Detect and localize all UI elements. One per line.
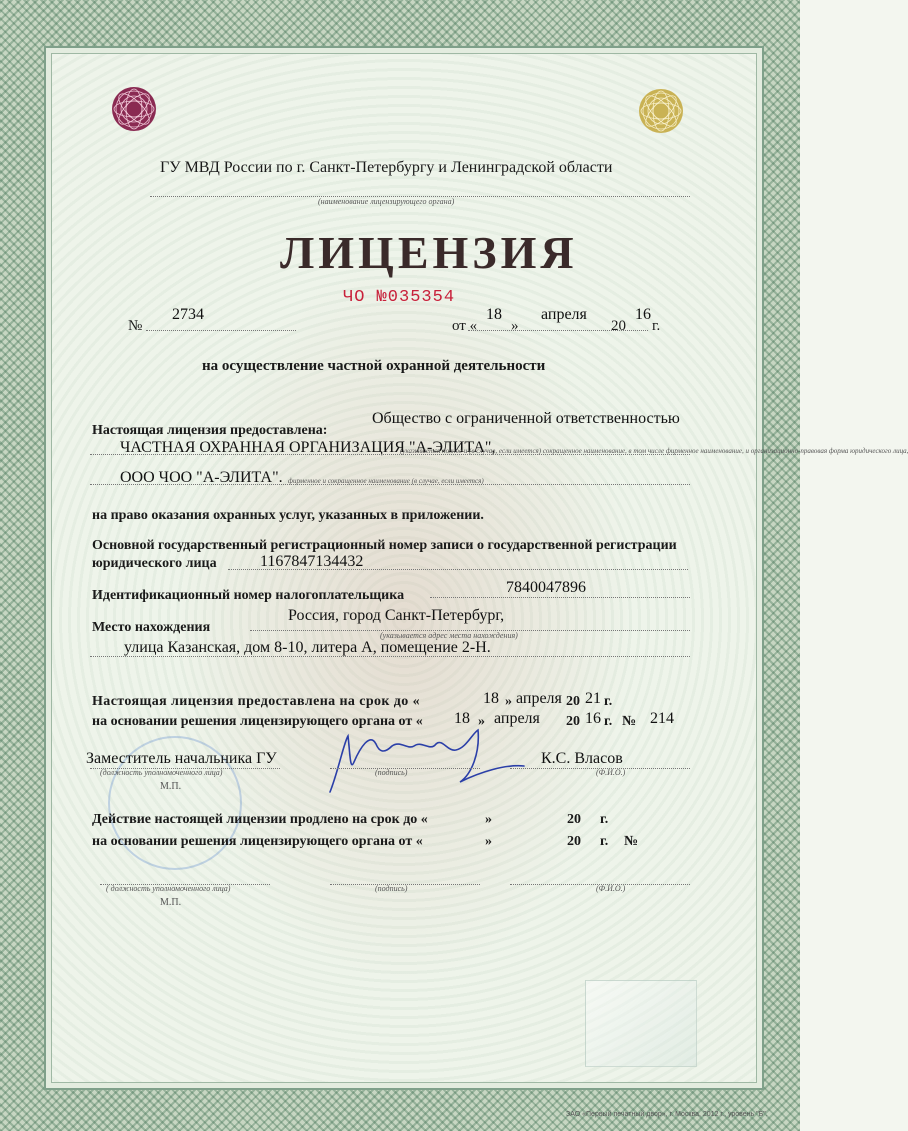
number-label: № bbox=[128, 318, 143, 334]
ogrn-line bbox=[228, 569, 688, 570]
inn-label: Идентификационный номер налогоплательщика bbox=[92, 588, 405, 603]
date-year-prefix: 20 bbox=[611, 318, 626, 334]
hologram bbox=[585, 980, 697, 1067]
org-form: Общество с ограниченной ответственностью bbox=[372, 410, 680, 427]
signature-caption-2: (подпись) bbox=[375, 884, 408, 893]
inn-line bbox=[430, 597, 690, 598]
serial-number: ЧО №035354 bbox=[343, 288, 456, 307]
license-number: 2734 bbox=[172, 306, 204, 323]
date-year-suffix: г. bbox=[652, 318, 661, 334]
ogrn-value: 1167847134432 bbox=[260, 553, 364, 570]
printer-info: ЗАО «Первый печатный двор», г. Москва, 2012 г., уровень "Б". bbox=[566, 1111, 768, 1118]
term-quote-close: » bbox=[505, 694, 512, 709]
org-caption-1: (указывается полное и (в случае, если имеется) сокращенное наименование, в том числе фирменное наименование, и организационно-правовая форма юридического лица, bbox=[400, 447, 908, 455]
extend-basis-number-label: № bbox=[624, 834, 639, 849]
extend-year-suffix: г. bbox=[600, 812, 609, 827]
address-line-1: Россия, город Санкт-Петербург, bbox=[288, 607, 505, 624]
basis-number: 214 bbox=[650, 710, 674, 727]
signer-name: К.С. Власов bbox=[541, 750, 623, 767]
extend-quote-close: » bbox=[485, 812, 492, 827]
term-label: Настоящая лицензия предоставлена на срок до « bbox=[92, 694, 420, 709]
org-name: ЧАСТНАЯ ОХРАННАЯ ОРГАНИЗАЦИЯ "А-ЭЛИТА", bbox=[120, 439, 496, 456]
date-from-label: от « bbox=[452, 318, 478, 334]
basis-quote-close: » bbox=[478, 714, 485, 729]
issuer-caption: (наименование лицензирующего органа) bbox=[318, 197, 455, 206]
address-line-2-rule bbox=[90, 656, 690, 657]
fio-caption: (Ф.И.О.) bbox=[596, 768, 626, 777]
basis-number-label: № bbox=[622, 714, 637, 729]
address-label: Место нахождения bbox=[92, 620, 211, 635]
seal-placeholder: М.П. bbox=[160, 781, 182, 792]
basis-label: на основании решения лицензирующего органа от « bbox=[92, 714, 423, 729]
term-day: 18 bbox=[483, 690, 499, 707]
date-line bbox=[468, 330, 648, 331]
issuer-name: ГУ МВД России по г. Санкт-Петербургу и Ленинградской области bbox=[160, 159, 613, 176]
basis-day: 18 bbox=[454, 710, 470, 727]
extend-label: Действие настоящей лицензии продлено на срок до « bbox=[92, 812, 428, 827]
address-caption: (указывается адрес места нахождения) bbox=[380, 631, 518, 640]
ogrn-label-2: юридического лица bbox=[92, 556, 217, 571]
extend-year-prefix: 20 bbox=[567, 812, 581, 827]
date-month: апреля bbox=[541, 306, 587, 323]
term-year: 21 bbox=[585, 690, 601, 707]
org-short-name: ООО ЧОО "А-ЭЛИТА". bbox=[120, 469, 283, 486]
basis-month: апреля bbox=[494, 710, 540, 727]
basis-year-suffix: г. bbox=[604, 714, 613, 729]
fio-caption-2: (Ф.И.О.) bbox=[596, 884, 626, 893]
term-month: апреля bbox=[516, 690, 562, 707]
basis-year-prefix: 20 bbox=[566, 714, 580, 729]
rosette-right-icon bbox=[638, 88, 684, 134]
date-day: 18 bbox=[486, 306, 502, 323]
license-purpose: на осуществление частной охранной деятельности bbox=[202, 358, 546, 374]
ogrn-label-1: Основной государственный регистрационный номер записи о государственной регистрации bbox=[92, 538, 677, 553]
extend-basis-year-suffix: г. bbox=[600, 834, 609, 849]
term-year-suffix: г. bbox=[604, 694, 613, 709]
signature-icon bbox=[310, 722, 540, 802]
seal-placeholder-2: М.П. bbox=[160, 897, 182, 908]
date-quote-close: » bbox=[511, 318, 519, 334]
inn-value: 7840047896 bbox=[506, 579, 586, 596]
document-title: ЛИЦЕНЗИЯ bbox=[280, 227, 578, 278]
position-caption: (должность уполномоченного лица) bbox=[100, 768, 223, 777]
right-text: на право оказания охранных услуг, указанных в приложении. bbox=[92, 508, 484, 523]
extend-basis-quote-close: » bbox=[485, 834, 492, 849]
number-line bbox=[146, 330, 296, 331]
position-caption-2: ( должность уполномоченного лица) bbox=[106, 884, 231, 893]
rosette-left-icon bbox=[111, 86, 157, 132]
signer-position: Заместитель начальника ГУ bbox=[86, 750, 277, 767]
signature-caption: (подпись) bbox=[375, 768, 408, 777]
org-caption-2: фирменное и сокращенное наименование (в случае, если имеется) bbox=[288, 477, 484, 485]
date-year: 16 bbox=[635, 306, 651, 323]
extend-basis-year-prefix: 20 bbox=[567, 834, 581, 849]
address-line-2: улица Казанская, дом 8-10, литера А, помещение 2-Н. bbox=[124, 639, 491, 656]
granted-to-label: Настоящая лицензия предоставлена: bbox=[92, 423, 328, 438]
term-year-prefix: 20 bbox=[566, 694, 580, 709]
basis-year: 16 bbox=[585, 710, 601, 727]
extend-basis-label: на основании решения лицензирующего органа от « bbox=[92, 834, 423, 849]
